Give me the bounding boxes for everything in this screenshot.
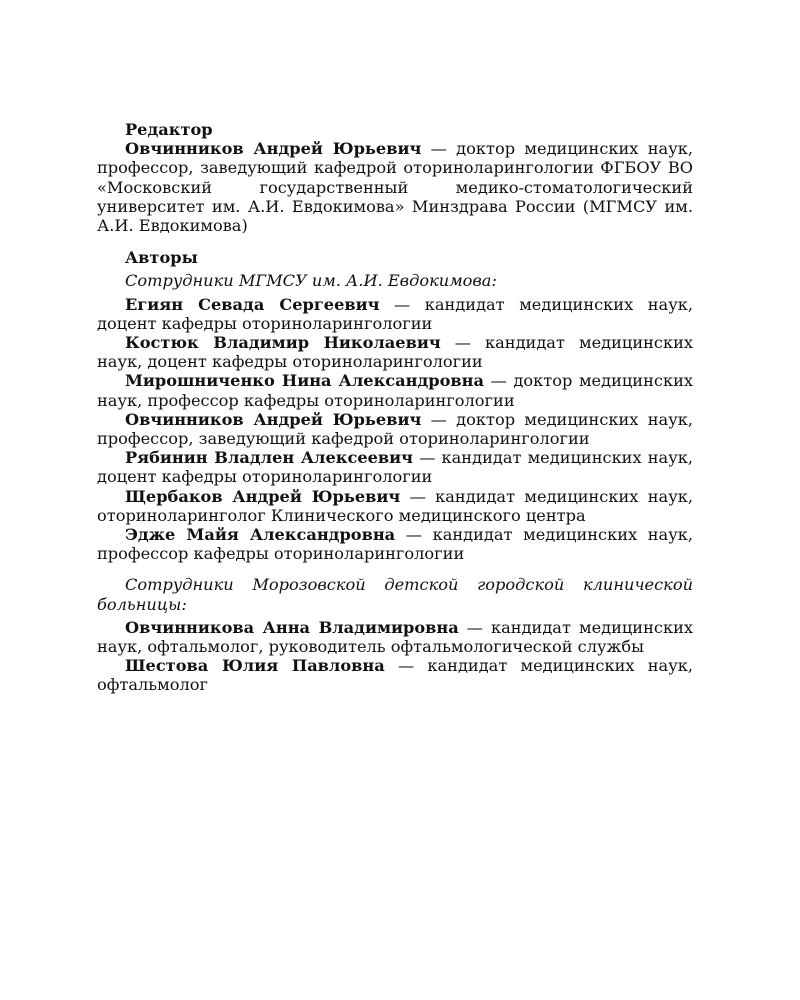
authors-heading: Авторы bbox=[125, 248, 198, 268]
author-description: — кандидат медицинских наук, офтальмолог bbox=[97, 656, 693, 695]
author-entry bbox=[97, 487, 693, 525]
author-description: — кандидат медицинских наук, профессор кафедры оториноларингологии bbox=[97, 525, 693, 564]
author-description: — кандидат медицинских наук, оториноларинголог Клинического медицинского центра bbox=[97, 486, 693, 525]
author-description: — кандидат медицинских наук, доцент кафедры оториноларингологии bbox=[97, 333, 693, 372]
author-entry bbox=[97, 295, 693, 333]
author-description: — кандидат медицинских наук, офтальмолог, руководитель офтальмологической службы bbox=[97, 617, 693, 657]
group-title-morozov: Сотрудники Морозовской детской городской клинической больницы: bbox=[97, 575, 693, 614]
author-name: Егиян Севада Сергеевич bbox=[125, 294, 380, 314]
author-name: Костюк Владимир Николаевич bbox=[125, 333, 441, 353]
author-entry bbox=[97, 618, 693, 656]
editor-entry bbox=[97, 139, 693, 235]
editor-heading: Редактор bbox=[125, 120, 213, 139]
group-title-mgmsu: Сотрудники МГМСУ им. А.И. Евдокимова: bbox=[125, 271, 497, 291]
author-name: Рябинин Владлен Алексеевич bbox=[125, 448, 414, 468]
author-description: — доктор медицинских наук, профессор, заведующий кафедрой оториноларингологии bbox=[97, 409, 693, 449]
author-entry bbox=[97, 371, 693, 409]
author-name: Эдже Майя Александровна bbox=[125, 525, 396, 545]
author-name: Овчинников Андрей Юрьевич bbox=[125, 409, 422, 429]
author-name: Шестова Юлия Павловна bbox=[125, 656, 385, 676]
author-entry bbox=[97, 333, 693, 371]
author-name: Щербаков Андрей Юрьевич bbox=[125, 486, 401, 506]
document-page bbox=[97, 120, 693, 695]
editor-name: Овчинников Андрей Юрьевич bbox=[125, 139, 422, 159]
author-name: Овчинникова Анна Владимировна bbox=[125, 617, 459, 637]
author-entry bbox=[97, 448, 693, 486]
author-entry bbox=[97, 656, 693, 694]
author-description: — доктор медицинских наук, профессор кафедры оториноларингологии bbox=[97, 371, 693, 410]
author-entry bbox=[97, 410, 693, 448]
author-description: — кандидат медицинских наук, доцент кафедры оториноларингологии bbox=[97, 294, 693, 333]
author-name: Мирошниченко Нина Александровна bbox=[125, 371, 484, 391]
author-entry bbox=[97, 525, 693, 563]
editor-description: — доктор медицинских наук, профессор, заведующий кафедрой оториноларингологии ФГБОУ ВО «Московский государственный медико-стоматологический университет им. А.И. Евдокимова» Минздрава России (МГМСУ им. А.И. Евдокимова) bbox=[97, 139, 693, 236]
author-description: — кандидат медицинских наук, доцент кафедры оториноларингологии bbox=[97, 448, 693, 487]
